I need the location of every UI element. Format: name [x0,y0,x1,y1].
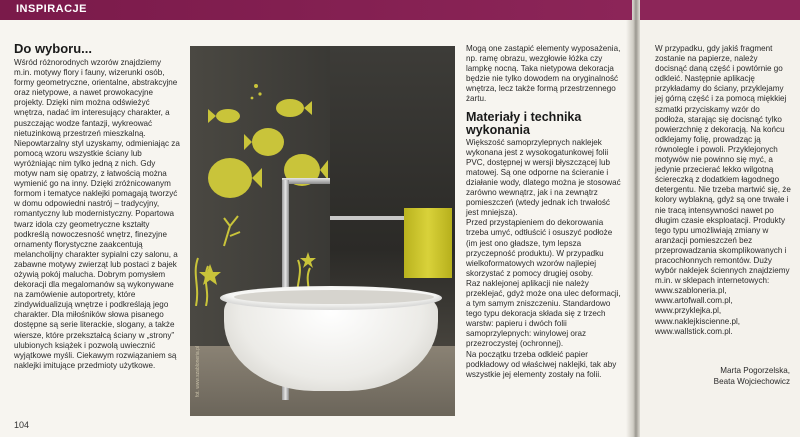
fish-decal [276,99,304,117]
paragraph: W przypadku, gdy jakiś fragment zostanie na papierze, należy docisnąć daną część i powtórnie go odkleić. Następnie aplikację przykładamy do ściany, przyklejamy jej górną część i za pomocą miękkiej szmatki przyciskamy wzór do podłoża, starając się docisnąć tylko powierzchnię z dekoracją. Na końcu odklejamy folię, prowadząc ją równolegle i powoli. Przyklejonych motywów nie powinno się myć, a jedynie przecierać lekko wilgotną ściereczką z dodatkiem łagodnego detergentu. Nie trzeba martwić się, że kolory wyblakną, gdyż są one trwałe i nie tracą intensywności nawet po długim czasie eksploatacji. Produkty tego typu umożliwiają zmiany w aranżacji pomieszczeń bez przeprowadzania skomplikowanych i pracochłonnych remontów. Duży wybór naklejek ściennych znajdziemy m.in. w sklepach internetowych: www.szabloneria.pl, www.artofwall.com.pl, www.przyklejka.pl, www.naklejkiscienne.pl, www.wallstick.com.pl. [655,44,791,336]
paragraph: Raz naklejonej aplikacji nie należy przeklejać, gdyż może ona ulec deformacji, a tym samym zniszczeniu. Standardowo tego typu dekoracja składa się z trzech warstw: papieru i dwóch folii samoprzylepnych: winylowej oraz przezroczystej (ochronnej). [466,278,621,349]
bubble-decal [258,92,261,95]
fish-decal [252,128,284,156]
fish-decal-tail [208,109,216,123]
section-label: INSPIRACJE [16,3,88,15]
author-name: Marta Pogorzelska, [720,366,790,375]
starfish-decal [300,252,316,268]
bubble-decal [251,97,254,100]
paragraph: Wśród różnorodnych wzorów znajdziemy m.in. motywy flory i fauny, wizerunki osób, formy geometryczne, orientalne, abstrakcyjne oraz nietypowe, a nawet prowokacyjne projekty. Dzięki nim można odświeżyć wnętrza, nadać im interesujący charakter, a puszczając wodze fantazji, wykreować nietuzinkową przestrzeń mieszkalną. Niepowtarzalny styl uzyskamy, odmieniając za pomocą wzoru wszystkie ściany lub wyróżniając nim tylko jedną z nich. Gdy motyw nam się opatrzy, z łatwością można wymienić go na inny. Dzięki zróżnicowanym formom i tematyce naklejki pomagają tworzyć w domu odpowiedni nastrój – tradycyjny, romantyczny lub modernistyczny. Popartowa twarz idola czy geometryczne kształty podkreślą nowoczesność wnętrz, finezyjne ornamenty florystyczne zaakcentują melancholijny charakter sypialni czy salonu, a zabawne motywy zwierząt lub postaci z bajek ożywią pokój malucha. Dobrym pomysłem dekoracji dla megalomanów są wykonywane na zamówienie autoportrety, które zindywidualizują wnętrze i podkreślają jego charakter. Dla miłośników słowa pisanego dostępne są serie literackie, slogany, a także wiersze, które przekształcą ściany w „strony” ulubionych książek i pozwolą uwiecznić wyjątkowe myśli. Ciekawym rozwiązaniem są naklejki imitujące przedmioty użytkowe. [14,58,180,370]
fish-decal [216,109,240,123]
section-header-bar [0,0,632,20]
section-header-bar-right [640,0,800,20]
paragraph: Mogą one zastąpić elementy wyposażenia, np. ramę obrazu, wezgłowie łóżka czy lampkę nocną. Taka nietypowa dekoracja będzie nie tylko dowodem na oryginalność wnętrza, lecz także formą przestrzennego żartu. [466,44,621,104]
fish-decal-tail [244,134,252,150]
heading-materialy: Materiały i technika wykonania [466,109,582,137]
bathtub-inner [234,290,434,304]
paragraph: Większość samoprzylepnych naklejek wykonana jest z wysokogatunkowej folii PVC, dostępnej w wersji błyszczącej lub matowej. Są one odporne na ścieranie i działanie wody, dlatego można je stosować zarówno wewnątrz, jak i na zewnątrz pomieszczeń (wtedy jednak ich trwałość jest mniejsza). [466,137,621,218]
fish-decal-tail [252,168,262,188]
author-name: Beata Wojciechowicz [713,376,790,386]
paragraph: Na początku trzeba odkleić papier podkładowy od właściwej naklejki, tak aby wszystkie jej elementy zostały na folii. [466,349,617,379]
coral-decal [224,216,240,246]
text-column-3 [466,44,624,380]
fish-decal-group [190,46,330,306]
fish-decal-tail [320,160,328,180]
faucet-arm [282,178,330,184]
fish-decal [208,158,252,198]
bathroom-photo [190,46,455,416]
yellow-towel [404,208,452,278]
photo-credit: fot. www.szabloneria.pl [195,346,201,398]
fish-decal-tail [304,101,312,115]
text-column-1 [14,42,180,371]
bubble-decal [254,84,258,88]
heading-do-wyboru: Do wyboru... [14,41,92,56]
author-signature [690,366,790,387]
paragraph: Przed przystąpieniem do dekorowania trzeba umyć, odtłuścić i osuszyć podłoże (im jest ono gładsze, tym lepsza przyczepność produktu). W przypadku wielkoformatowych wzorów najlepiej skorzystać z pomocy drugiej osoby. [466,218,613,278]
text-column-4 [655,44,791,337]
starfish-decal [199,264,221,285]
page-number: 104 [14,420,30,430]
